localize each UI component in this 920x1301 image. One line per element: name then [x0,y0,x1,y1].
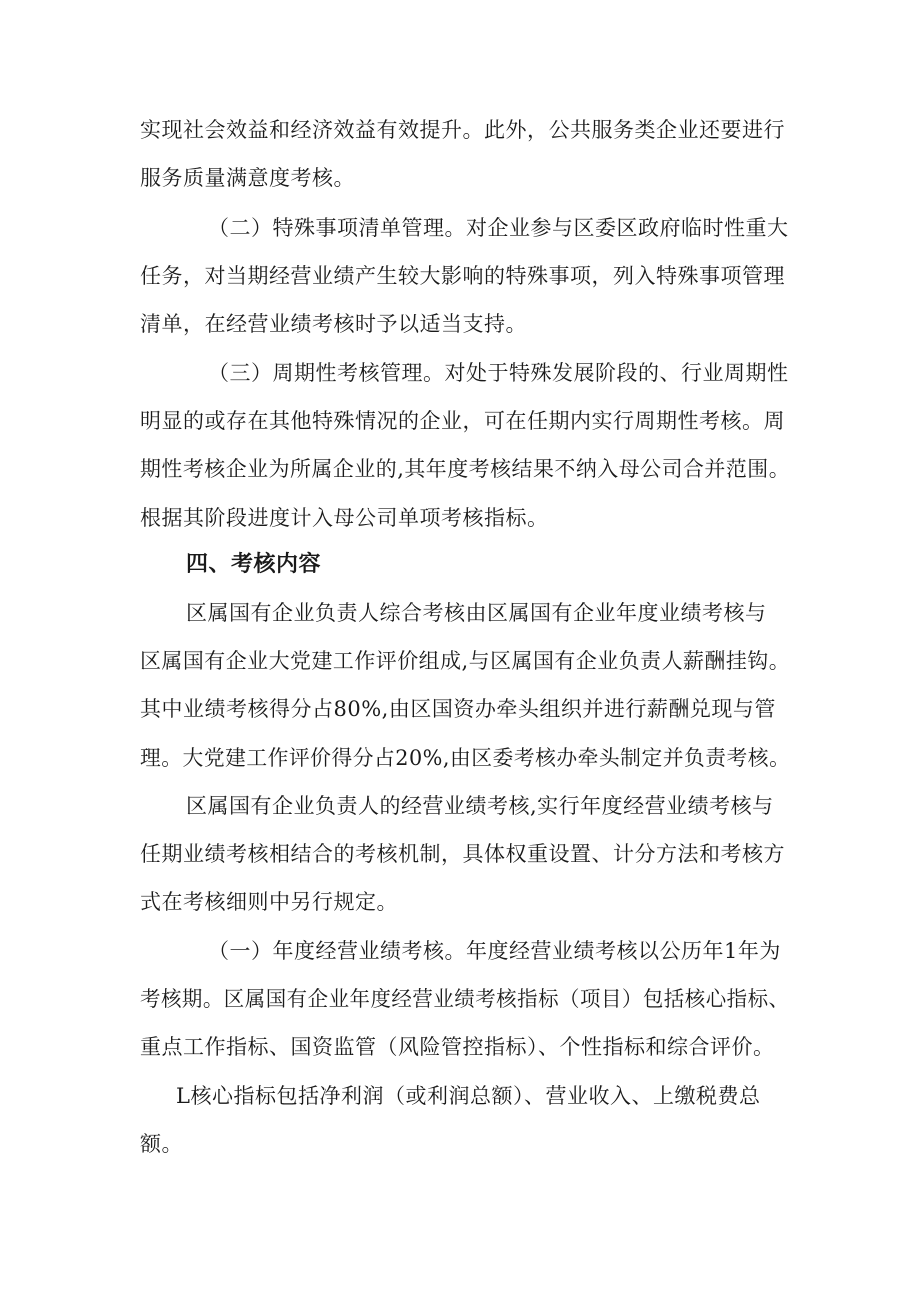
body-line: 实现社会效益和经济效益有效提升。此外，公共服务类企业还要进行 [140,118,785,142]
body-line: 清单，在经营业绩考核时予以适当支持。 [140,312,527,336]
body-line: 区属国有企业大党建工作评价组成,与区属国有企业负责人薪酬挂钩。 [140,649,791,673]
section-heading: 四、考核内容 [186,552,322,577]
body-line: 服务质量满意度考核。 [140,166,355,190]
body-line: 式在考核细则中另行规定。 [140,890,398,914]
body-line: 期性考核企业为所属企业的,其年度考核结果不纳入母公司合并范围。 [140,457,791,481]
body-line: （二）特殊事项清单管理。对企业参与区委区政府临时性重大 [208,216,789,240]
body-line: （三）周期性考核管理。对处于特殊发展阶段的、行业周期性 [208,361,789,385]
body-line: 任期业绩考核相结合的考核机制，具体权重设置、计分方法和考核方 [140,842,785,866]
body-line: （一）年度经营业绩考核。年度经营业绩考核以公历年1年为 [208,939,781,963]
body-line: 根据其阶段进度计入母公司单项考核指标。 [140,506,549,530]
body-line: 其中业绩考核得分占80%,由区国资办牵头组织并进行薪酬兑现与管 [140,697,776,721]
body-line: 理。大党建工作评价得分占20%,由区委考核办牵头制定并负责考核。 [140,746,791,770]
body-line: 额。 [140,1132,183,1156]
body-line: 区属国有企业负责人的经营业绩考核,实行年度经营业绩考核与 [186,794,774,818]
body-line: 任务，对当期经营业绩产生较大影响的特殊事项，列入特殊事项管理 [140,264,785,288]
body-line: 明显的或存在其他特殊情况的企业，可在任期内实行周期性考核。周 [140,409,785,433]
body-line: L核心指标包括净利润（或利润总额）、营业收入、上缴税费总 [176,1084,761,1108]
body-line: 区属国有企业负责人综合考核由区属国有企业年度业绩考核与 [186,601,767,625]
body-line: 重点工作指标、国资监管（风险管控指标）、个性指标和综合评价。 [140,1035,775,1059]
body-line: 考核期。区属国有企业年度经营业绩考核指标（项目）包括核心指标、 [140,987,790,1011]
